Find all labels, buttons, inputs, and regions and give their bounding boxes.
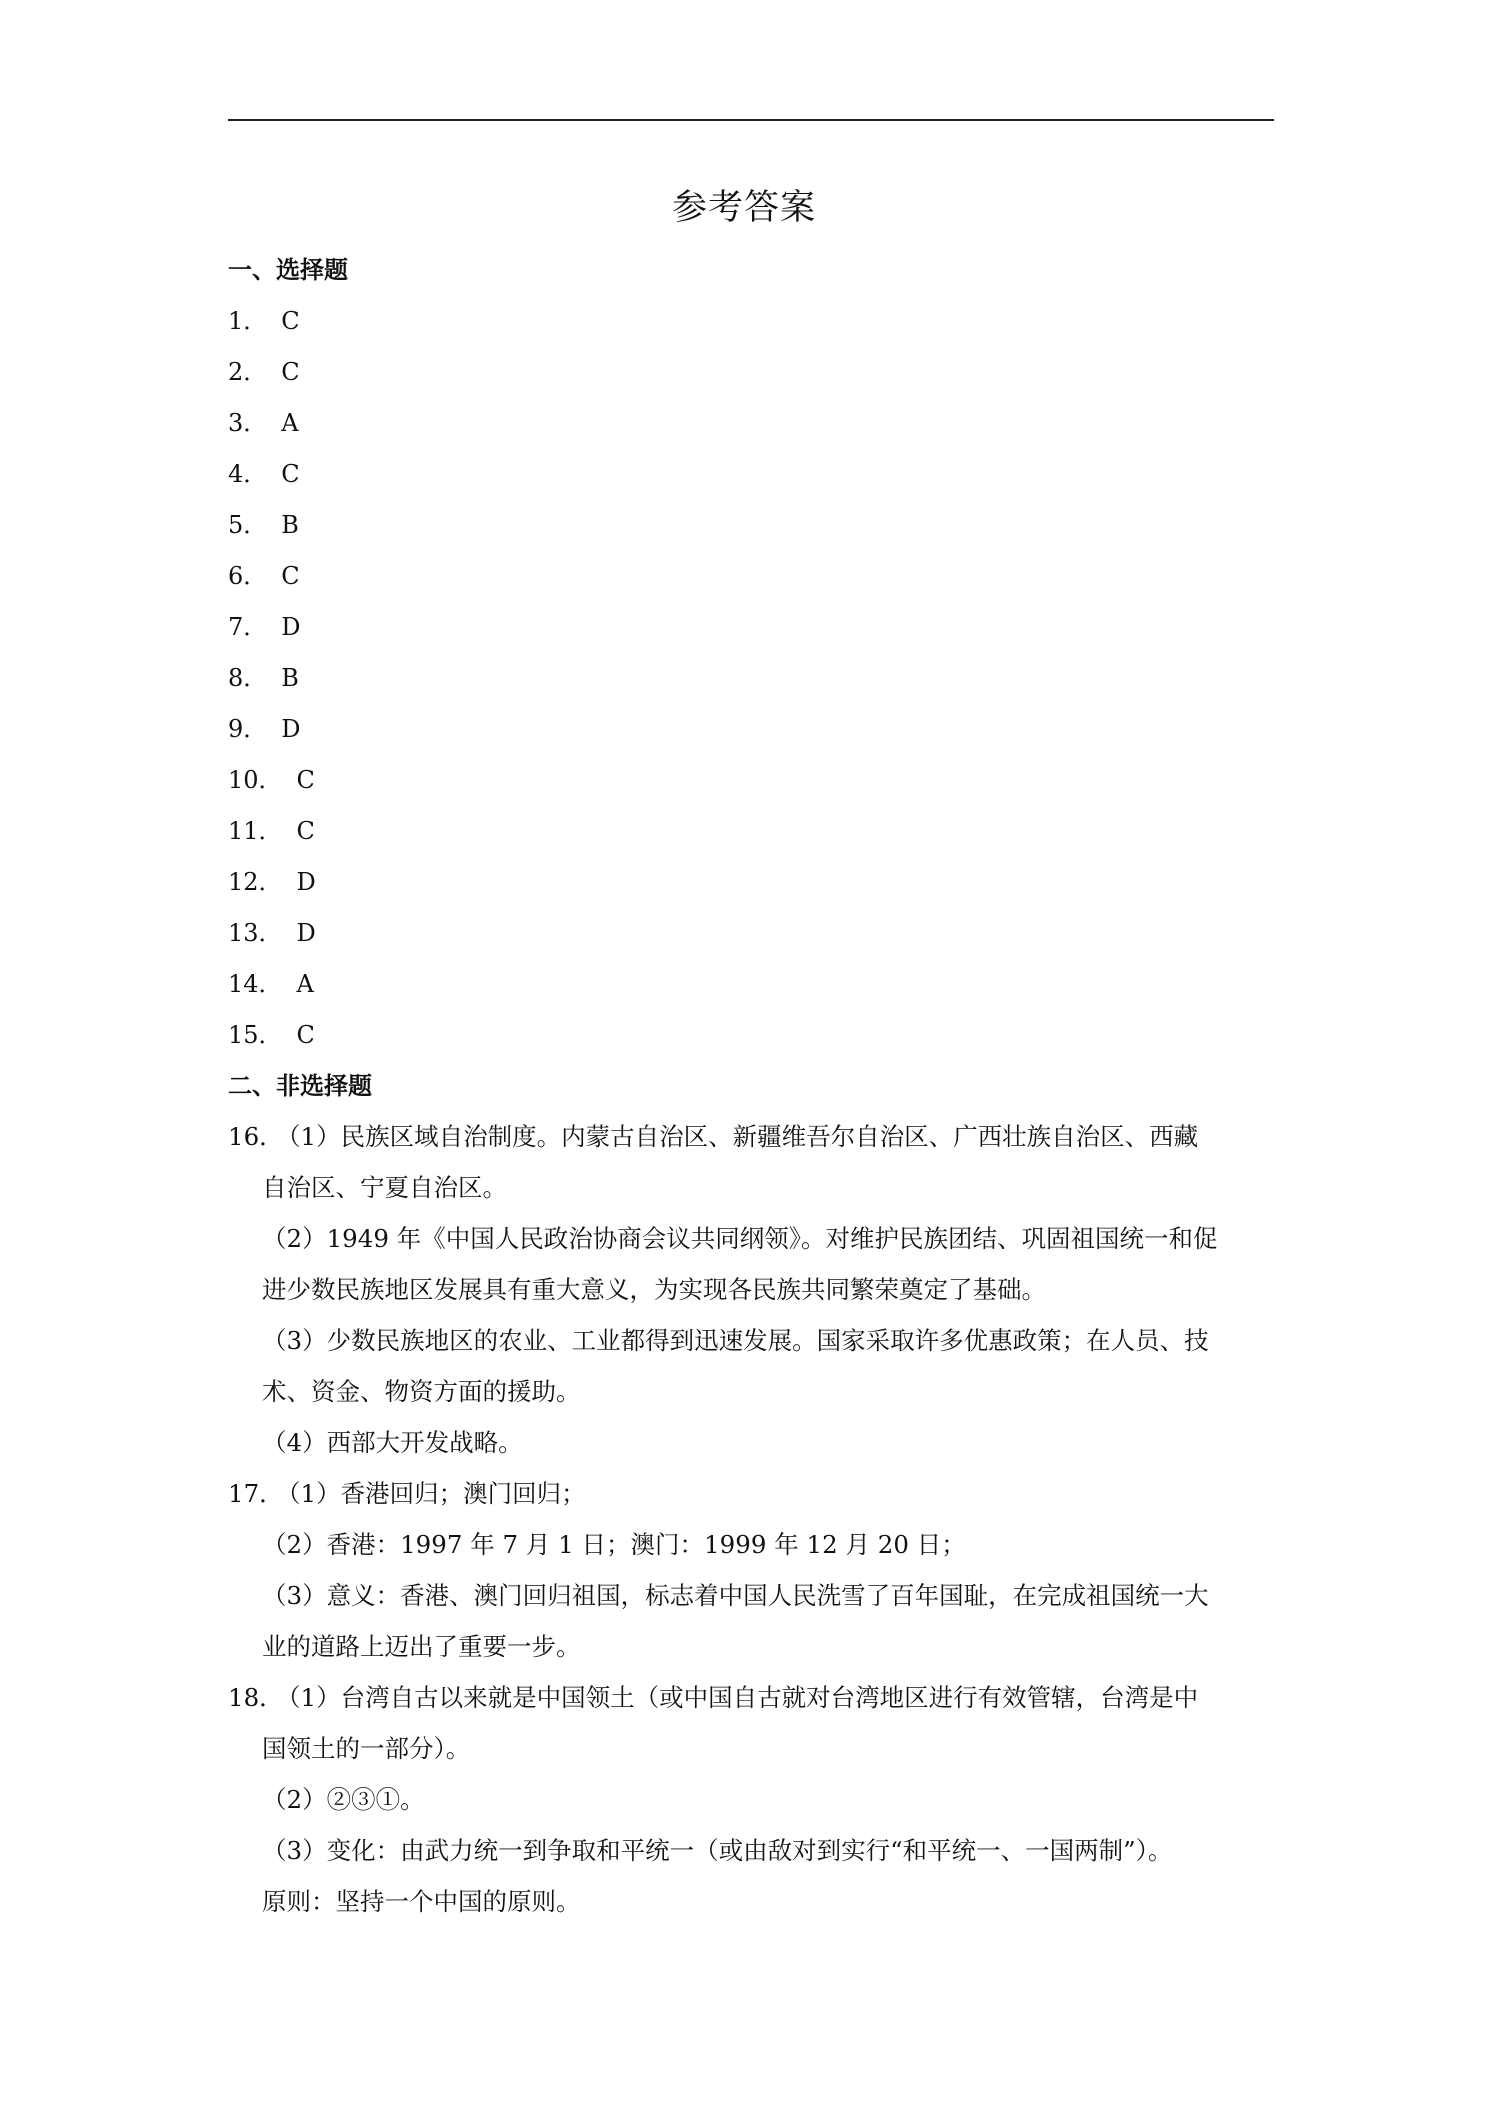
q17-line-2: （2）香港：1997 年 7 月 1 日；澳门：1999 年 12 月 20 日； bbox=[262, 1530, 966, 1559]
answer-value: A bbox=[281, 409, 299, 437]
answer-number: 9． bbox=[228, 715, 268, 743]
answer-number: 6． bbox=[228, 562, 268, 590]
q17-line-4: 业的道路上迈出了重要一步。 bbox=[262, 1632, 581, 1661]
choice-answer bbox=[228, 915, 316, 951]
q16-line-6: 术、资金、物资方面的援助。 bbox=[262, 1377, 581, 1406]
answer-number: 10． bbox=[228, 766, 283, 794]
answer-number: 14． bbox=[228, 970, 283, 998]
answer-number: 15． bbox=[228, 1021, 283, 1049]
answer-value: C bbox=[281, 562, 300, 590]
q18-line-1: （1）台湾自古以来就是中国领土（或中国自古就对台湾地区进行有效管辖，台湾是中 bbox=[276, 1683, 1199, 1712]
choice-answer bbox=[228, 966, 314, 1002]
answer-value: B bbox=[281, 664, 299, 692]
choice-answer bbox=[228, 711, 301, 747]
choice-answer bbox=[228, 354, 300, 390]
q18-line-4: （3）变化：由武力统一到争取和平统一（或由敌对到实行“和平统一、一国两制”）。 bbox=[262, 1836, 1173, 1865]
q18-number: 18． bbox=[228, 1683, 284, 1712]
choice-answer bbox=[228, 864, 316, 900]
answer-number: 13． bbox=[228, 919, 283, 947]
q18-line-2: 国领土的一部分）。 bbox=[262, 1734, 471, 1763]
q17-line-1: （1）香港回归；澳门回归； bbox=[276, 1479, 586, 1508]
answer-number: 7． bbox=[228, 613, 268, 641]
answer-value: C bbox=[281, 460, 300, 488]
answer-number: 11． bbox=[228, 817, 283, 845]
header-rule bbox=[228, 119, 1274, 121]
q18-line-5: 原则：坚持一个中国的原则。 bbox=[262, 1887, 581, 1916]
choice-answer bbox=[228, 1017, 315, 1053]
answer-value: D bbox=[296, 868, 316, 896]
answer-value: A bbox=[296, 970, 314, 998]
q16-line-7: （4）西部大开发战略。 bbox=[262, 1428, 523, 1457]
answer-value: D bbox=[281, 613, 301, 641]
page-title: 参考答案 bbox=[671, 188, 816, 228]
section-heading-nonchoice: 二、非选择题 bbox=[228, 1071, 372, 1100]
answer-number: 5． bbox=[228, 511, 268, 539]
q17-line-3: （3）意义：香港、澳门回归祖国，标志着中国人民洗雪了百年国耻，在完成祖国统一大 bbox=[262, 1581, 1209, 1610]
answer-number: 2． bbox=[228, 358, 268, 386]
answer-number: 8． bbox=[228, 664, 268, 692]
choice-answer bbox=[228, 813, 315, 849]
answer-value: C bbox=[281, 358, 300, 386]
answer-number: 12． bbox=[228, 868, 283, 896]
answer-value: D bbox=[296, 919, 316, 947]
choice-answer bbox=[228, 405, 299, 441]
answer-number: 4． bbox=[228, 460, 268, 488]
choice-answer bbox=[228, 507, 299, 543]
section-heading-choice: 一、选择题 bbox=[228, 255, 348, 284]
q16-line-3: （2）1949 年《中国人民政治协商会议共同纲领》。对维护民族团结、巩固祖国统一和促 bbox=[262, 1224, 1218, 1253]
q18-line-3: （2）②③①。 bbox=[262, 1785, 425, 1814]
q17-number: 17． bbox=[228, 1479, 284, 1508]
choice-answer bbox=[228, 609, 301, 645]
answer-value: C bbox=[281, 307, 300, 335]
choice-answer bbox=[228, 456, 300, 492]
answer-number: 3． bbox=[228, 409, 268, 437]
q16-line-5: （3）少数民族地区的农业、工业都得到迅速发展。国家采取许多优惠政策；在人员、技 bbox=[262, 1326, 1209, 1355]
choice-answer bbox=[228, 303, 300, 339]
choice-answer bbox=[228, 660, 299, 696]
q16-line-4: 进少数民族地区发展具有重大意义，为实现各民族共同繁荣奠定了基础。 bbox=[262, 1275, 1046, 1304]
q16-number: 16． bbox=[228, 1122, 284, 1151]
answer-value: C bbox=[296, 766, 315, 794]
answer-number: 1． bbox=[228, 307, 268, 335]
choice-answer bbox=[228, 558, 300, 594]
answer-value: B bbox=[281, 511, 299, 539]
choice-answer bbox=[228, 762, 315, 798]
answer-value: C bbox=[296, 817, 315, 845]
q16-line-1: （1）民族区域自治制度。内蒙古自治区、新疆维吾尔自治区、广西壮族自治区、西藏 bbox=[276, 1122, 1199, 1151]
q16-line-2: 自治区、宁夏自治区。 bbox=[262, 1173, 507, 1202]
answer-value: C bbox=[296, 1021, 315, 1049]
answer-value: D bbox=[281, 715, 301, 743]
